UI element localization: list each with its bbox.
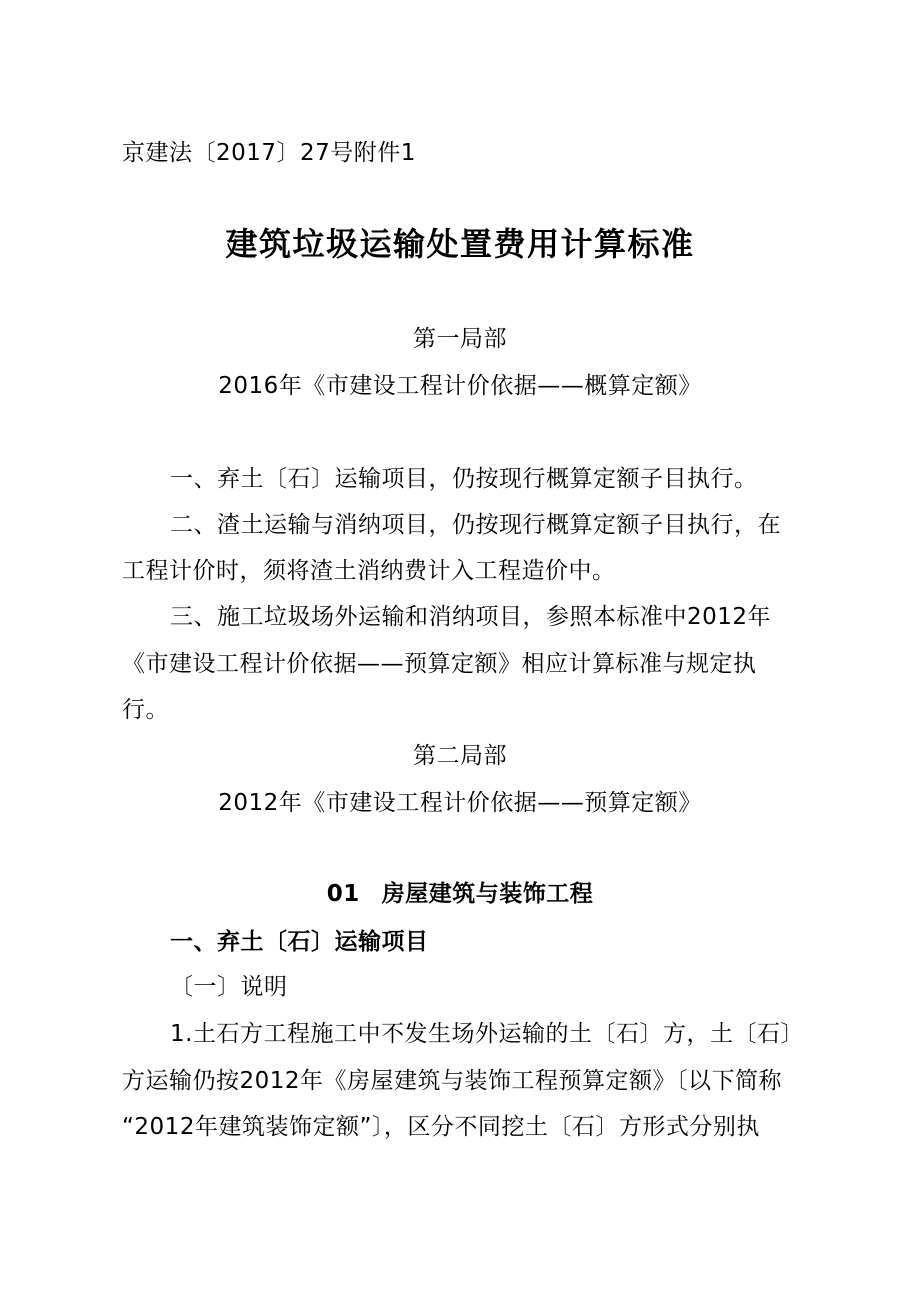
section-number: 01 [326, 881, 360, 907]
paragraph-line: 行。 [122, 697, 169, 723]
paragraph-line: “2012年建筑装饰定额”〕，区分不同挖土〔石〕方形式分别执 [122, 1114, 760, 1140]
explanation-heading: 〔一〕说明 [170, 974, 288, 1000]
part1-subheading: 2016年《市建设工程计价依据——概算定额》 [218, 373, 702, 399]
paragraph-line: 1.土石方工程施工中不发生场外运输的土〔石〕方，土〔石〕 [170, 1021, 804, 1047]
part2-subheading: 2012年《市建设工程计价依据——预算定额》 [218, 790, 702, 816]
part2-heading: 第二局部 [413, 743, 507, 769]
paragraph-line: 一、弃土〔石〕运输项目，仍按现行概算定额子目执行。 [170, 466, 758, 492]
item-heading: 一、弃土〔石〕运输项目 [170, 929, 429, 955]
document-title: 建筑垃圾运输处置费用计算标准 [225, 225, 695, 263]
section-title: 房屋建筑与装饰工程 [381, 881, 594, 907]
paragraph-line: 方运输仍按2012年《房屋建筑与装饰工程预算定额》〔以下简称 [122, 1068, 783, 1094]
section-heading [0, 878, 920, 910]
paragraph-line: 二、渣土运输与消纳项目，仍按现行概算定额子目执行，在 [170, 512, 781, 538]
paragraph-line: 《市建设工程计价依据——预算定额》相应计算标准与规定执 [122, 651, 757, 677]
part1-heading: 第一局部 [413, 326, 507, 352]
document-reference: 京建法〔2017〕27号附件1 [122, 140, 416, 166]
paragraph-line: 三、施工垃圾场外运输和消纳项目，参照本标准中2012年 [170, 604, 772, 630]
paragraph-line: 工程计价时，须将渣土消纳费计入工程造价中。 [122, 558, 616, 584]
